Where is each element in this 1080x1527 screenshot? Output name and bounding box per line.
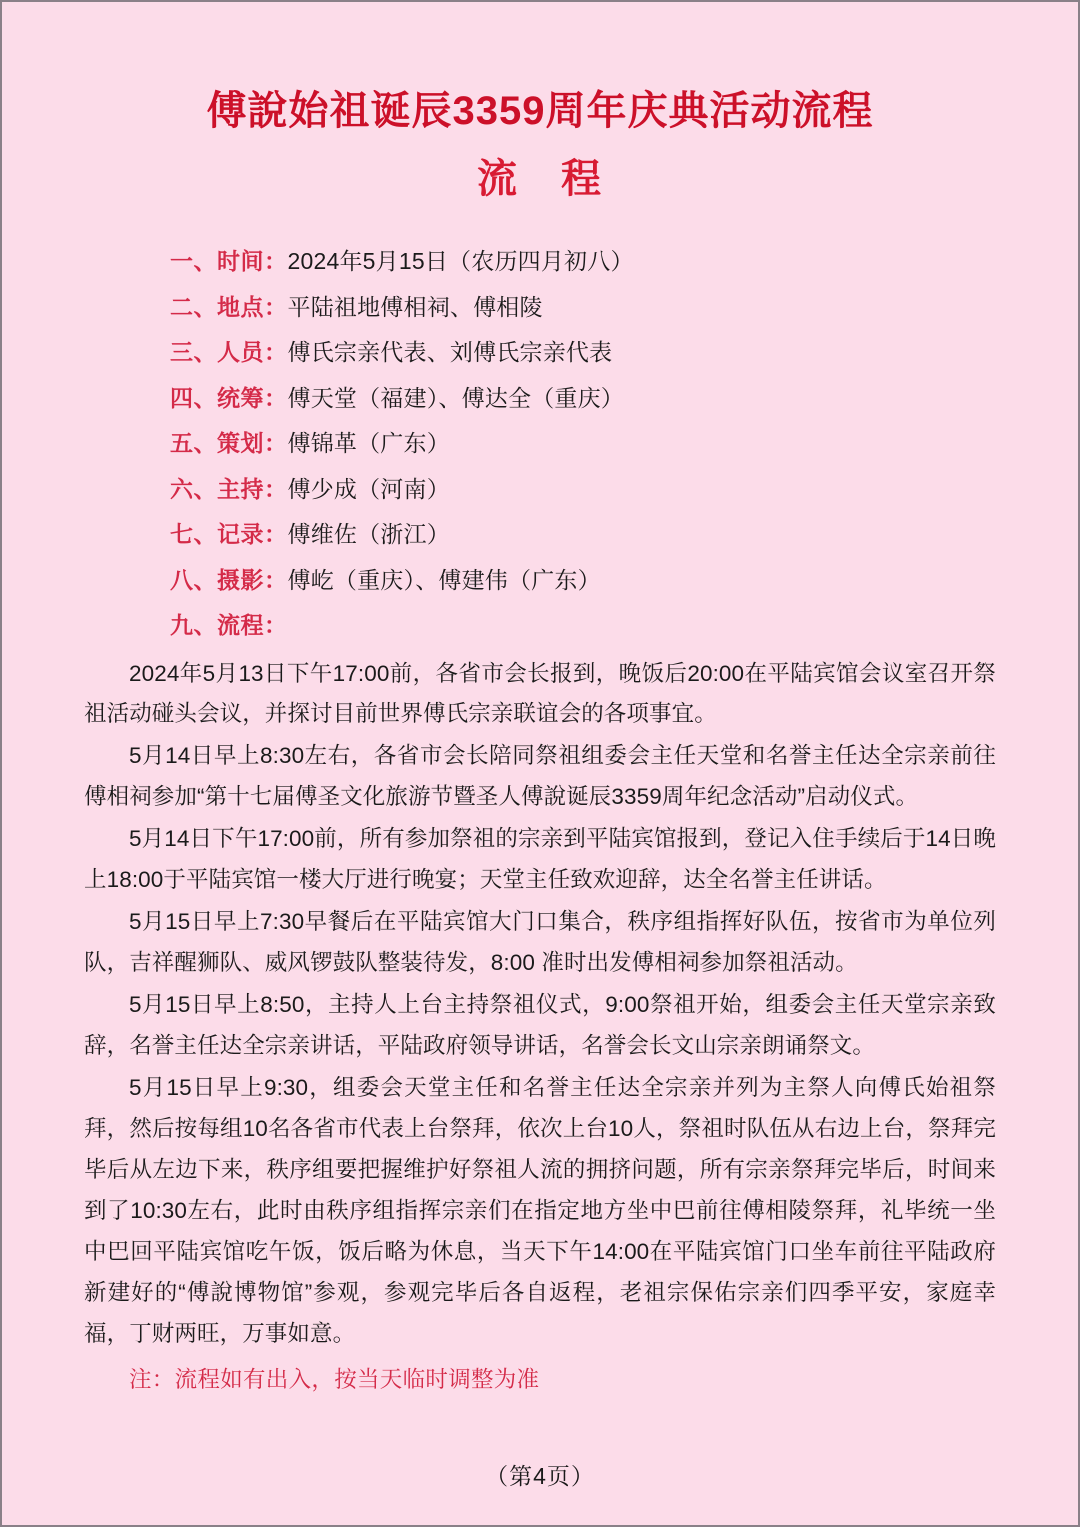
page-title: 傅說始祖诞辰3359周年庆典活动流程 [206, 89, 874, 133]
info-label: 七、记录： [170, 521, 288, 547]
paragraph: 5月15日早上8:50，主持人上台主持祭祖仪式，9:00祭祖开始，组委会主任天堂宗亲致辞，名誉主任达全宗亲讲话，平陆政府领导讲话，名誉会长文山宗亲朗诵祭文。 [84, 992, 996, 1058]
info-label: 九、流程： [170, 612, 288, 638]
info-value: 傅锦革（广东） [287, 430, 450, 456]
info-label: 三、人员： [170, 339, 288, 365]
list-item [170, 335, 998, 370]
list-item [170, 608, 998, 643]
page-subtitle: 流 程 [477, 157, 603, 201]
info-value: 傅氏宗亲代表、刘傅氏宗亲代表 [287, 339, 613, 365]
paragraph: 2024年5月13日下午17:00前，各省市会长报到，晚饭后20:00在平陆宾馆会议室召开祭祖活动碰头会议，并探讨目前世界傅氏宗亲联谊会的各项事宜。 [84, 660, 996, 727]
paragraph: 5月14日早上8:30左右，各省市会长陪同祭祖组委会主任天堂和名誉主任达全宗亲前往傅相祠参加“第十七届傅圣文化旅游节暨圣人傅說诞辰3359周年纪念活动”启动仪式。 [84, 743, 996, 810]
info-value: 傅少成（河南） [287, 475, 450, 502]
info-value: 平陆祖地傅相祠、傅相陵 [287, 293, 543, 320]
paragraph: 5月15日早上7:30早餐后在平陆宾馆大门口集合，秩序组指挥好队伍，按省市为单位列队，吉祥醒狮队、威风锣鼓队整装待发，8:00 准时出发傅相祠参加祭祖活动。 [84, 909, 996, 976]
body-block [2, 654, 1078, 1402]
title-block [2, 2, 1078, 202]
list-item [170, 381, 998, 416]
list-item [170, 472, 998, 507]
list-item [170, 517, 998, 552]
info-label: 五、策划： [170, 430, 288, 456]
page-number: （第4页） [485, 1463, 595, 1489]
info-value: 傅屹（重庆）、傅建伟（广东） [287, 566, 601, 593]
paragraph: 5月14日下午17:00前，所有参加祭祖的宗亲到平陆宾馆报到，登记入住手续后于14日晚上18:00于平陆宾馆一楼大厅进行晚宴；天堂主任致欢迎辞，达全名誉主任讲话。 [84, 826, 996, 893]
info-value: 2024年5月15日（农历四月初八） [287, 248, 634, 274]
info-label: 一、时间： [170, 248, 288, 274]
info-label: 六、主持： [170, 475, 288, 502]
list-item [170, 290, 998, 325]
info-value: 傅维佐（浙江） [287, 521, 450, 547]
info-label: 二、地点： [170, 293, 288, 320]
info-label: 四、统筹： [170, 384, 288, 411]
list-item [170, 563, 998, 598]
note-text: 注：流程如有出入，按当天临时调整为准 [129, 1367, 540, 1393]
list-item [170, 244, 998, 279]
info-value: 傅天堂（福建）、傅达全（重庆） [287, 384, 624, 411]
info-list [2, 244, 1078, 643]
paragraph: 5月15日早上9:30，组委会天堂主任和名誉主任达全宗亲并列为主祭人向傅氏始祖祭拜，然后按每组10名各省市代表上台祭拜，依次上台10人，祭祖时队伍从右边上台，祭拜完毕后从左边下来，秩序组要把握维护好祭祖人流的拥挤问题，所有宗亲祭拜完毕后，时间来到了10:30左右，此时由秩序组指挥宗亲们在指定地方坐中巴前往傅相陵祭拜，礼毕统一坐中巴回平陆宾馆吃午饭，饭后略为休息，当天下午14:00在平陆宾馆门口坐车前往平陆政府新建好的“傅說博物馆”参观，参观完毕后各自返程，老祖宗保佑宗亲们四季平安，家庭幸福，丁财两旺，万事如意。 [84, 1074, 996, 1346]
list-item [170, 426, 998, 461]
info-label: 八、摄影： [170, 566, 288, 593]
